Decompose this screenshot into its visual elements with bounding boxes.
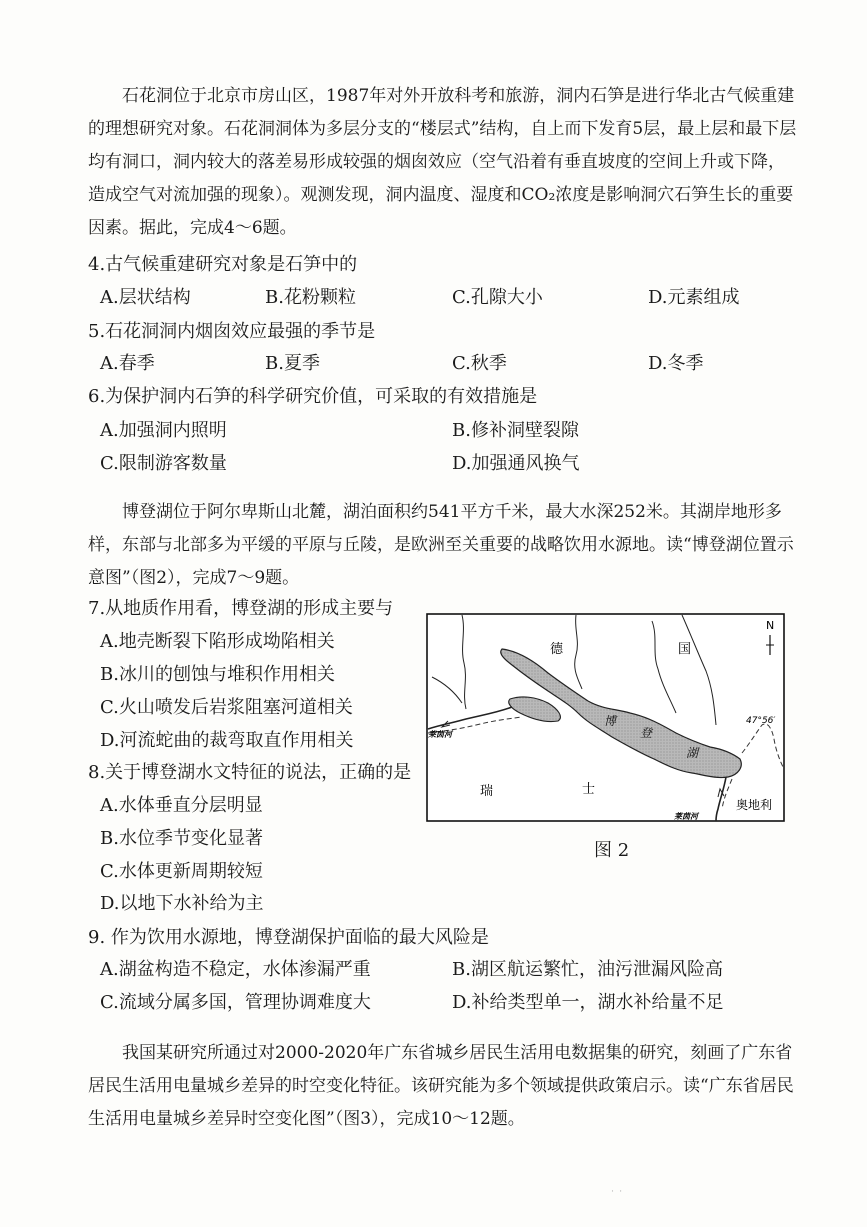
label-lake-1: 博 — [604, 714, 617, 728]
q4-option-c[interactable]: C.孔隙大小 — [452, 287, 543, 308]
q7-option-b[interactable]: B.冰川的刨蚀与堆积作用相关 — [100, 664, 335, 685]
figure-caption: 图 2 — [594, 840, 630, 861]
question-7: 7.从地质作用看，博登湖的形成主要与 — [88, 598, 394, 619]
label-lake-3: 湖 — [686, 746, 699, 760]
question-4: 4.古气候重建研究对象是石笋中的 — [88, 254, 358, 275]
label-austria: 奥地利 — [736, 798, 773, 812]
q5-option-c[interactable]: C.秋季 — [452, 353, 507, 374]
q9-option-a[interactable]: A.湖盆构造不稳定，水体渗漏严重 — [100, 959, 371, 980]
passage-guangdong-text: 我国某研究所通过对2000-2020年广东省城乡居民生活用电数据集的研究，刻画了广东省居民生活用电量城乡差异的时空变化特征。该研究能为多个领域提供政策启示。读“广东省居民生活用电量城乡差异时空变化图”（图3），完成10～12题。 — [88, 1043, 794, 1129]
q5-option-a[interactable]: A.春季 — [100, 353, 155, 374]
q4-option-b[interactable]: B.花粉颗粒 — [265, 287, 356, 308]
question-8: 8.关于博登湖水文特征的说法，正确的是 — [88, 762, 412, 783]
q8-option-b[interactable]: B.水位季节变化显著 — [100, 828, 263, 849]
label-rhine-west: 莱茵河 — [428, 729, 452, 739]
q5-option-b[interactable]: B.夏季 — [265, 353, 320, 374]
question-6: 6.为保护洞内石笋的科学研究价值，可采取的有效措施是 — [88, 386, 538, 407]
passage-shihua-text: 石花洞位于北京市房山区，1987年对外开放科考和旅游，洞内石笋是进行华北古气候重建的理想研究对象。石花洞洞体为多层分支的“楼层式”结构，自上而下发育5层，最上层和最下层均有洞口，洞内较大的落差易形成较强的烟囱效应（空气沿着有垂直坡度的空间上升或下降，造成空气对流加强的现象）。观测发现，洞内温度、湿度和CO₂浓度是影响洞穴石笋生长的重要因素。据此，完成4～6题。 — [88, 86, 797, 238]
q4-option-d[interactable]: D.元素组成 — [648, 287, 740, 308]
q7-option-a[interactable]: A.地壳断裂下陷形成坳陷相关 — [100, 631, 335, 652]
latitude-label: 47°56′ — [746, 716, 776, 726]
label-germany-1: 德 — [550, 642, 564, 657]
bodensee-location-map — [426, 613, 785, 822]
q9-option-b[interactable]: B.湖区航运繁忙，油污泄漏风险高 — [452, 959, 723, 980]
q8-option-c[interactable]: C.水体更新周期较短 — [100, 861, 263, 882]
q7-option-c[interactable]: C.火山喷发后岩浆阻塞河道相关 — [100, 697, 353, 718]
q8-option-a[interactable]: A.水体垂直分层明显 — [100, 795, 263, 816]
north-label: N — [766, 619, 775, 632]
passage-bodensee-text: 博登湖位于阿尔卑斯山北麓，湖泊面积约541平方千米，最大水深252米。其湖岸地形多样，东部与北部多为平缓的平原与丘陵，是欧洲至关重要的战略饮用水源地。读“博登湖位置示意图”（图2），完成7～9题。 — [88, 502, 794, 588]
label-germany-2: 国 — [678, 642, 692, 657]
q9-option-d[interactable]: D.补给类型单一，湖水补给量不足 — [452, 992, 724, 1013]
q6-option-b[interactable]: B.修补洞壁裂隙 — [452, 420, 579, 441]
q6-option-a[interactable]: A.加强洞内照明 — [100, 420, 227, 441]
q8-option-d[interactable]: D.以地下水补给为主 — [100, 893, 264, 914]
scan-speck: ˙ ˙ — [610, 1190, 624, 1201]
question-9: 9. 作为饮用水源地，博登湖保护面临的最大风险是 — [88, 927, 489, 948]
q4-option-a[interactable]: A.层状结构 — [100, 287, 191, 308]
label-lake-2: 登 — [640, 726, 653, 740]
label-switzerland-2: 士 — [582, 782, 596, 797]
map-svg — [426, 613, 785, 822]
q6-option-d[interactable]: D.加强通风换气 — [452, 453, 580, 474]
passage-bodensee — [88, 496, 798, 595]
q7-option-d[interactable]: D.河流蛇曲的裁弯取直作用相关 — [100, 730, 354, 751]
q6-option-c[interactable]: C.限制游客数量 — [100, 453, 227, 474]
q9-option-c[interactable]: C.流域分属多国，管理协调难度大 — [100, 992, 371, 1013]
passage-shihua-cave — [88, 80, 798, 245]
label-rhine-east: 莱茵河 — [674, 811, 698, 821]
question-5: 5.石花洞洞内烟囱效应最强的季节是 — [88, 321, 376, 342]
passage-guangdong — [88, 1037, 798, 1136]
label-switzerland-1: 瑞 — [480, 784, 494, 799]
q5-option-d[interactable]: D.冬季 — [648, 353, 704, 374]
